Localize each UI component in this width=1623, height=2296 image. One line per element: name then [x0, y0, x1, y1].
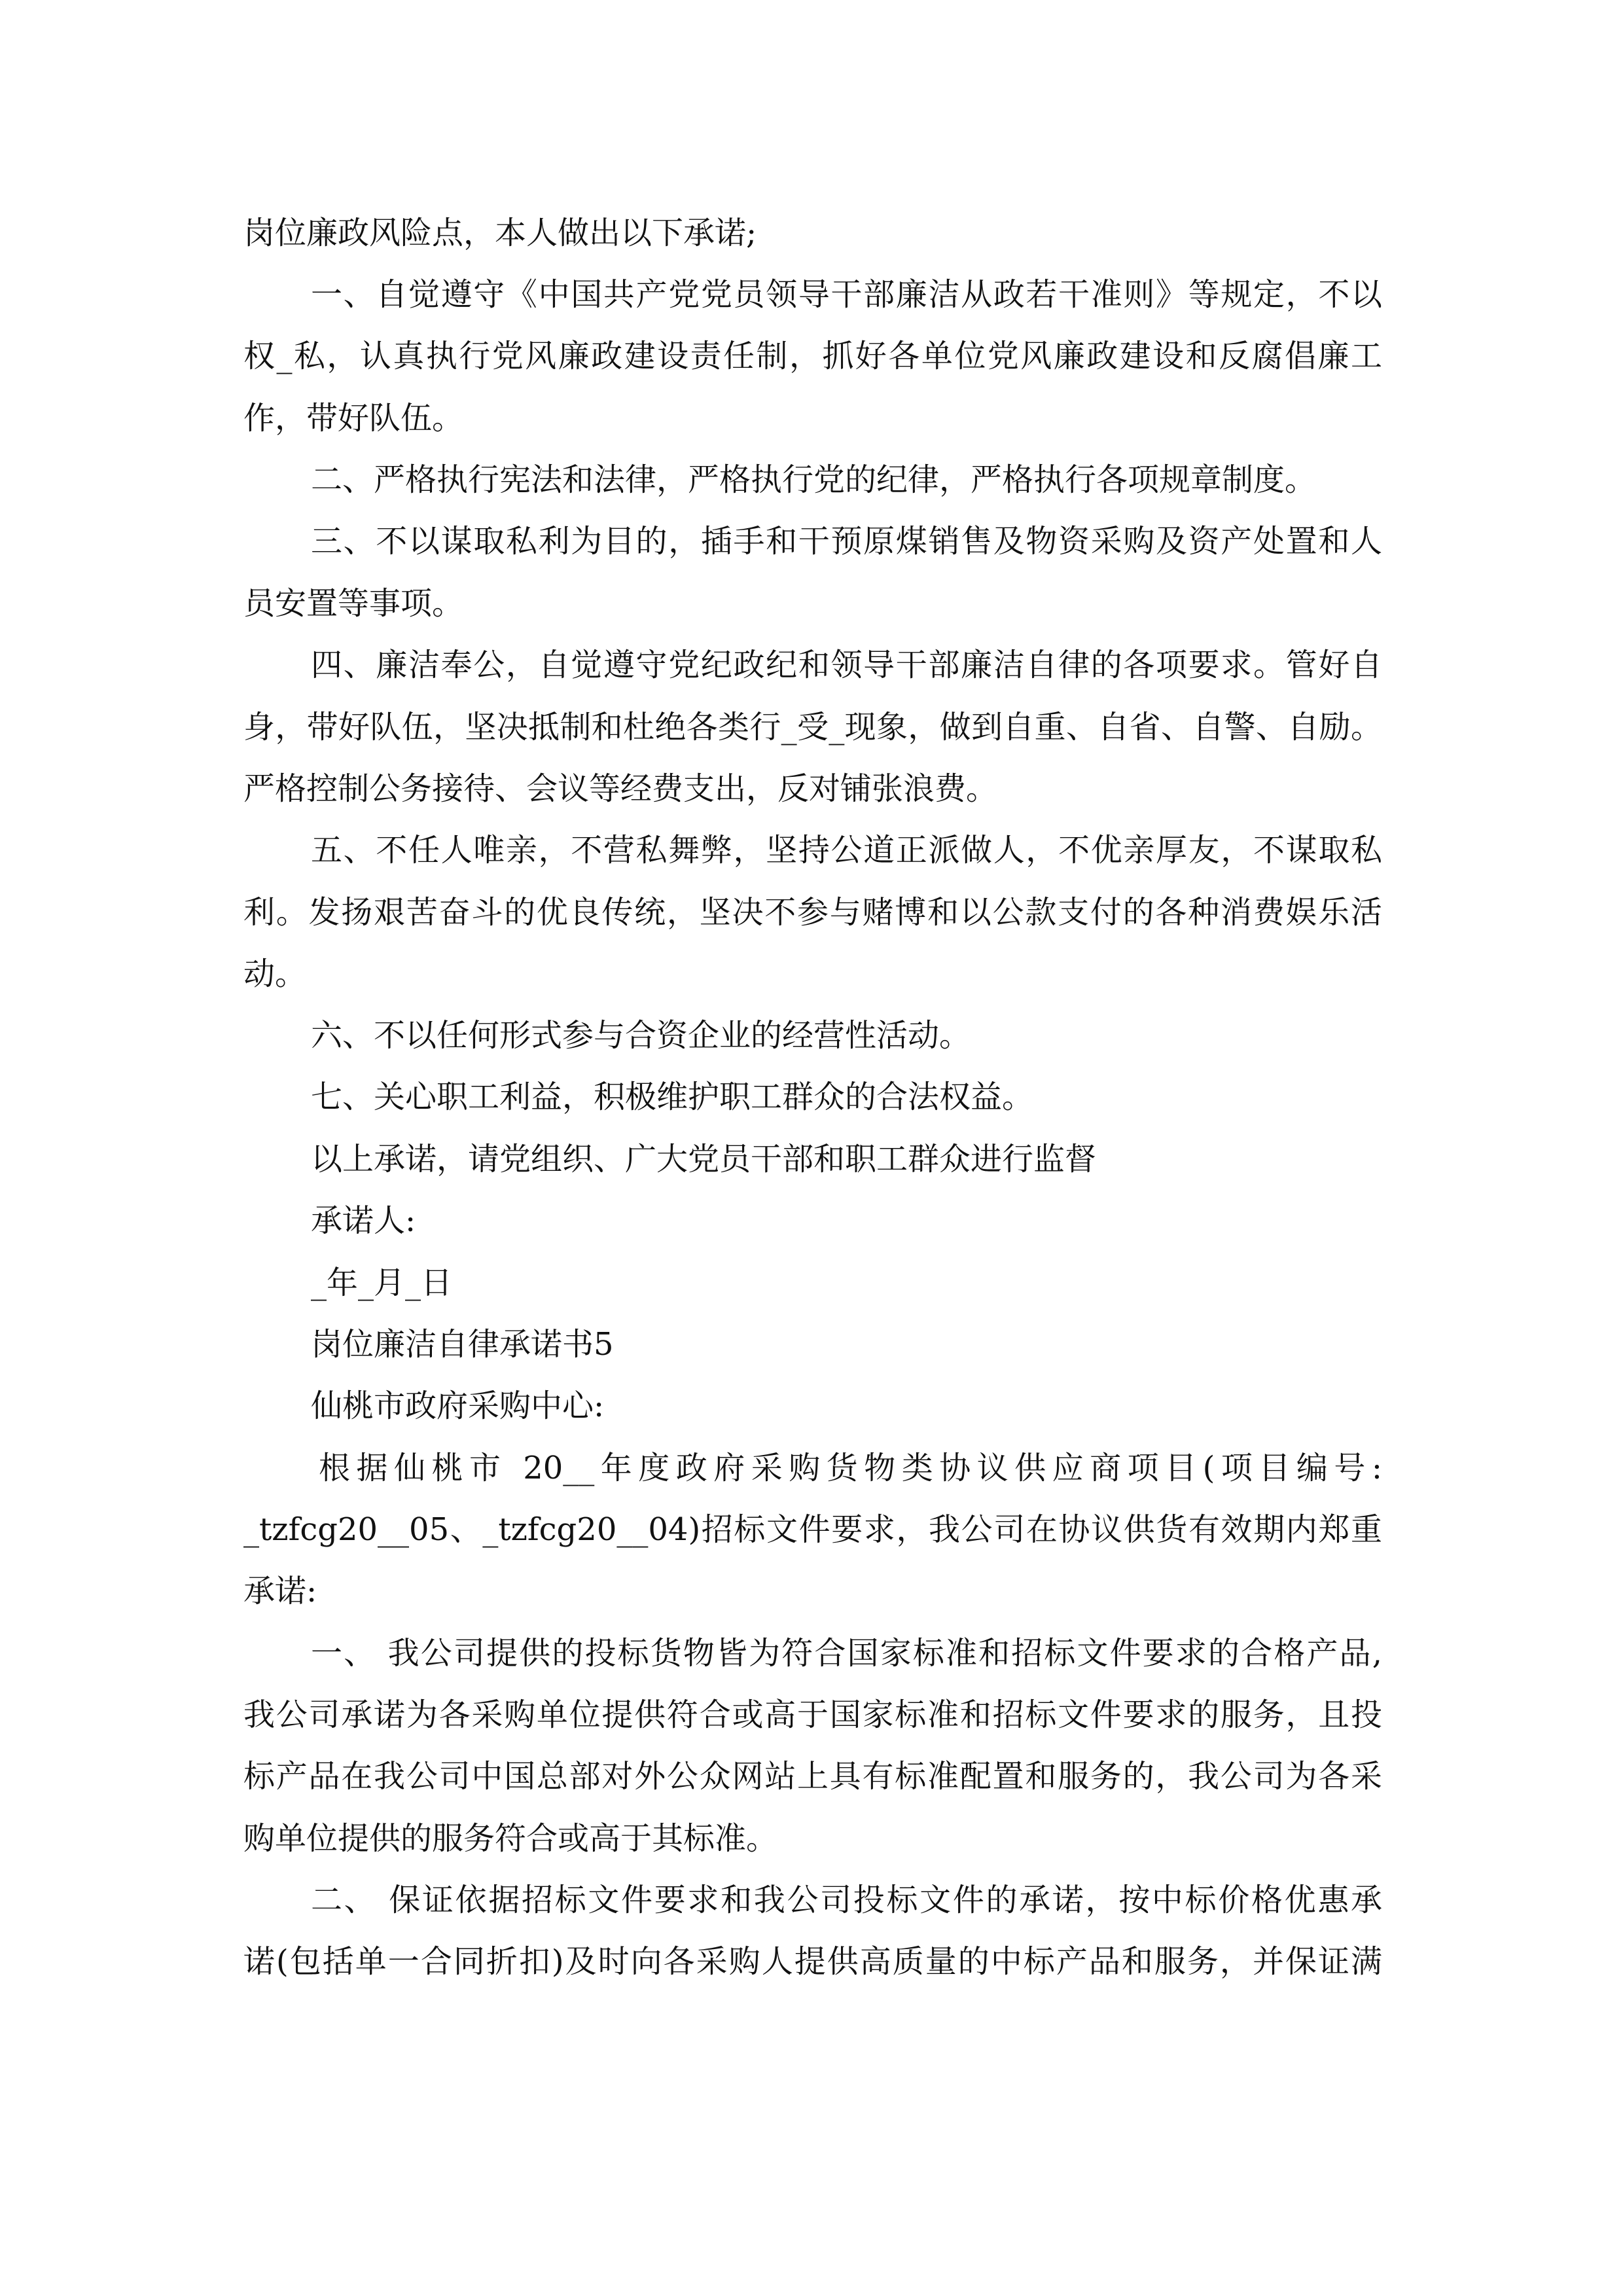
section-title: 岗位廉洁自律承诺书5	[311, 1326, 614, 1363]
text-line: _tzfcg20__05、_tzfcg20__04)招标文件要求，我公司在协议供货有效期内郑重	[243, 1511, 1382, 1548]
text-line: 岗位廉政风险点，本人做出以下承诺;	[243, 215, 757, 251]
recipient-line: 仙桃市政府采购中心:	[311, 1388, 605, 1424]
text-line: 我公司承诺为各采购单位提供符合或高于国家标准和招标文件要求的服务，且投	[243, 1696, 1382, 1733]
text-line: 一、 我公司提供的投标货物皆为符合国家标准和招标文件要求的合格产品,	[311, 1635, 1382, 1672]
text-line: 权_私，认真执行党风廉政建设责任制，抓好各单位党风廉政建设和反腐倡廉工	[243, 338, 1382, 374]
text-line: 四、廉洁奉公，自觉遵守党纪政纪和领导干部廉洁自律的各项要求。管好自	[311, 647, 1382, 683]
text-line: 承诺:	[243, 1573, 317, 1609]
text-line: 诺(包括单一合同折扣)及时向各采购人提供高质量的中标产品和服务，并保证满	[243, 1943, 1382, 1980]
text-line: 二、严格执行宪法和法律，严格执行党的纪律，严格执行各项规章制度。	[311, 461, 1317, 498]
text-line: 动。	[243, 956, 307, 992]
text-line: 严格控制公务接待、会议等经费支出，反对铺张浪费。	[243, 770, 998, 807]
text-line: 以上承诺，请党组织、广大党员干部和职工群众进行监督	[311, 1141, 1097, 1177]
text-line: 利。发扬艰苦奋斗的优良传统，坚决不参与赌博和以公款支付的各种消费娱乐活	[243, 894, 1382, 931]
text-line: 标产品在我公司中国总部对外公众网站上具有标准配置和服务的，我公司为各采	[243, 1758, 1382, 1795]
text-line: _年_月_日	[311, 1265, 453, 1301]
text-line: 七、关心职工利益，积极维护职工群众的合法权益。	[311, 1079, 1034, 1115]
text-line: 根据仙桃市 20__年度政府采购货物类协议供应商项目(项目编号:	[319, 1450, 1382, 1486]
text-line: 六、不以任何形式参与合资企业的经营性活动。	[311, 1017, 971, 1054]
text-line: 员安置等事项。	[243, 585, 464, 622]
text-line: 三、不以谋取私利为目的，插手和干预原煤销售及物资采购及资产处置和人	[311, 523, 1382, 560]
text-line: 作，带好队伍。	[243, 400, 464, 437]
text-line: 身，带好队伍，坚决抵制和杜绝各类行_受_现象，做到自重、自省、自警、自励。	[243, 709, 1382, 745]
text-line: 承诺人:	[311, 1202, 416, 1239]
text-line: 一、自觉遵守《中国共产党党员领导干部廉洁从政若干准则》等规定，不以	[311, 276, 1382, 313]
text-line: 二、 保证依据招标文件要求和我公司投标文件的承诺，按中标价格优惠承	[311, 1882, 1382, 1918]
text-line: 五、不任人唯亲，不营私舞弊，坚持公道正派做人，不优亲厚友，不谋取私	[311, 832, 1382, 869]
text-line: 购单位提供的服务符合或高于其标准。	[243, 1820, 778, 1857]
